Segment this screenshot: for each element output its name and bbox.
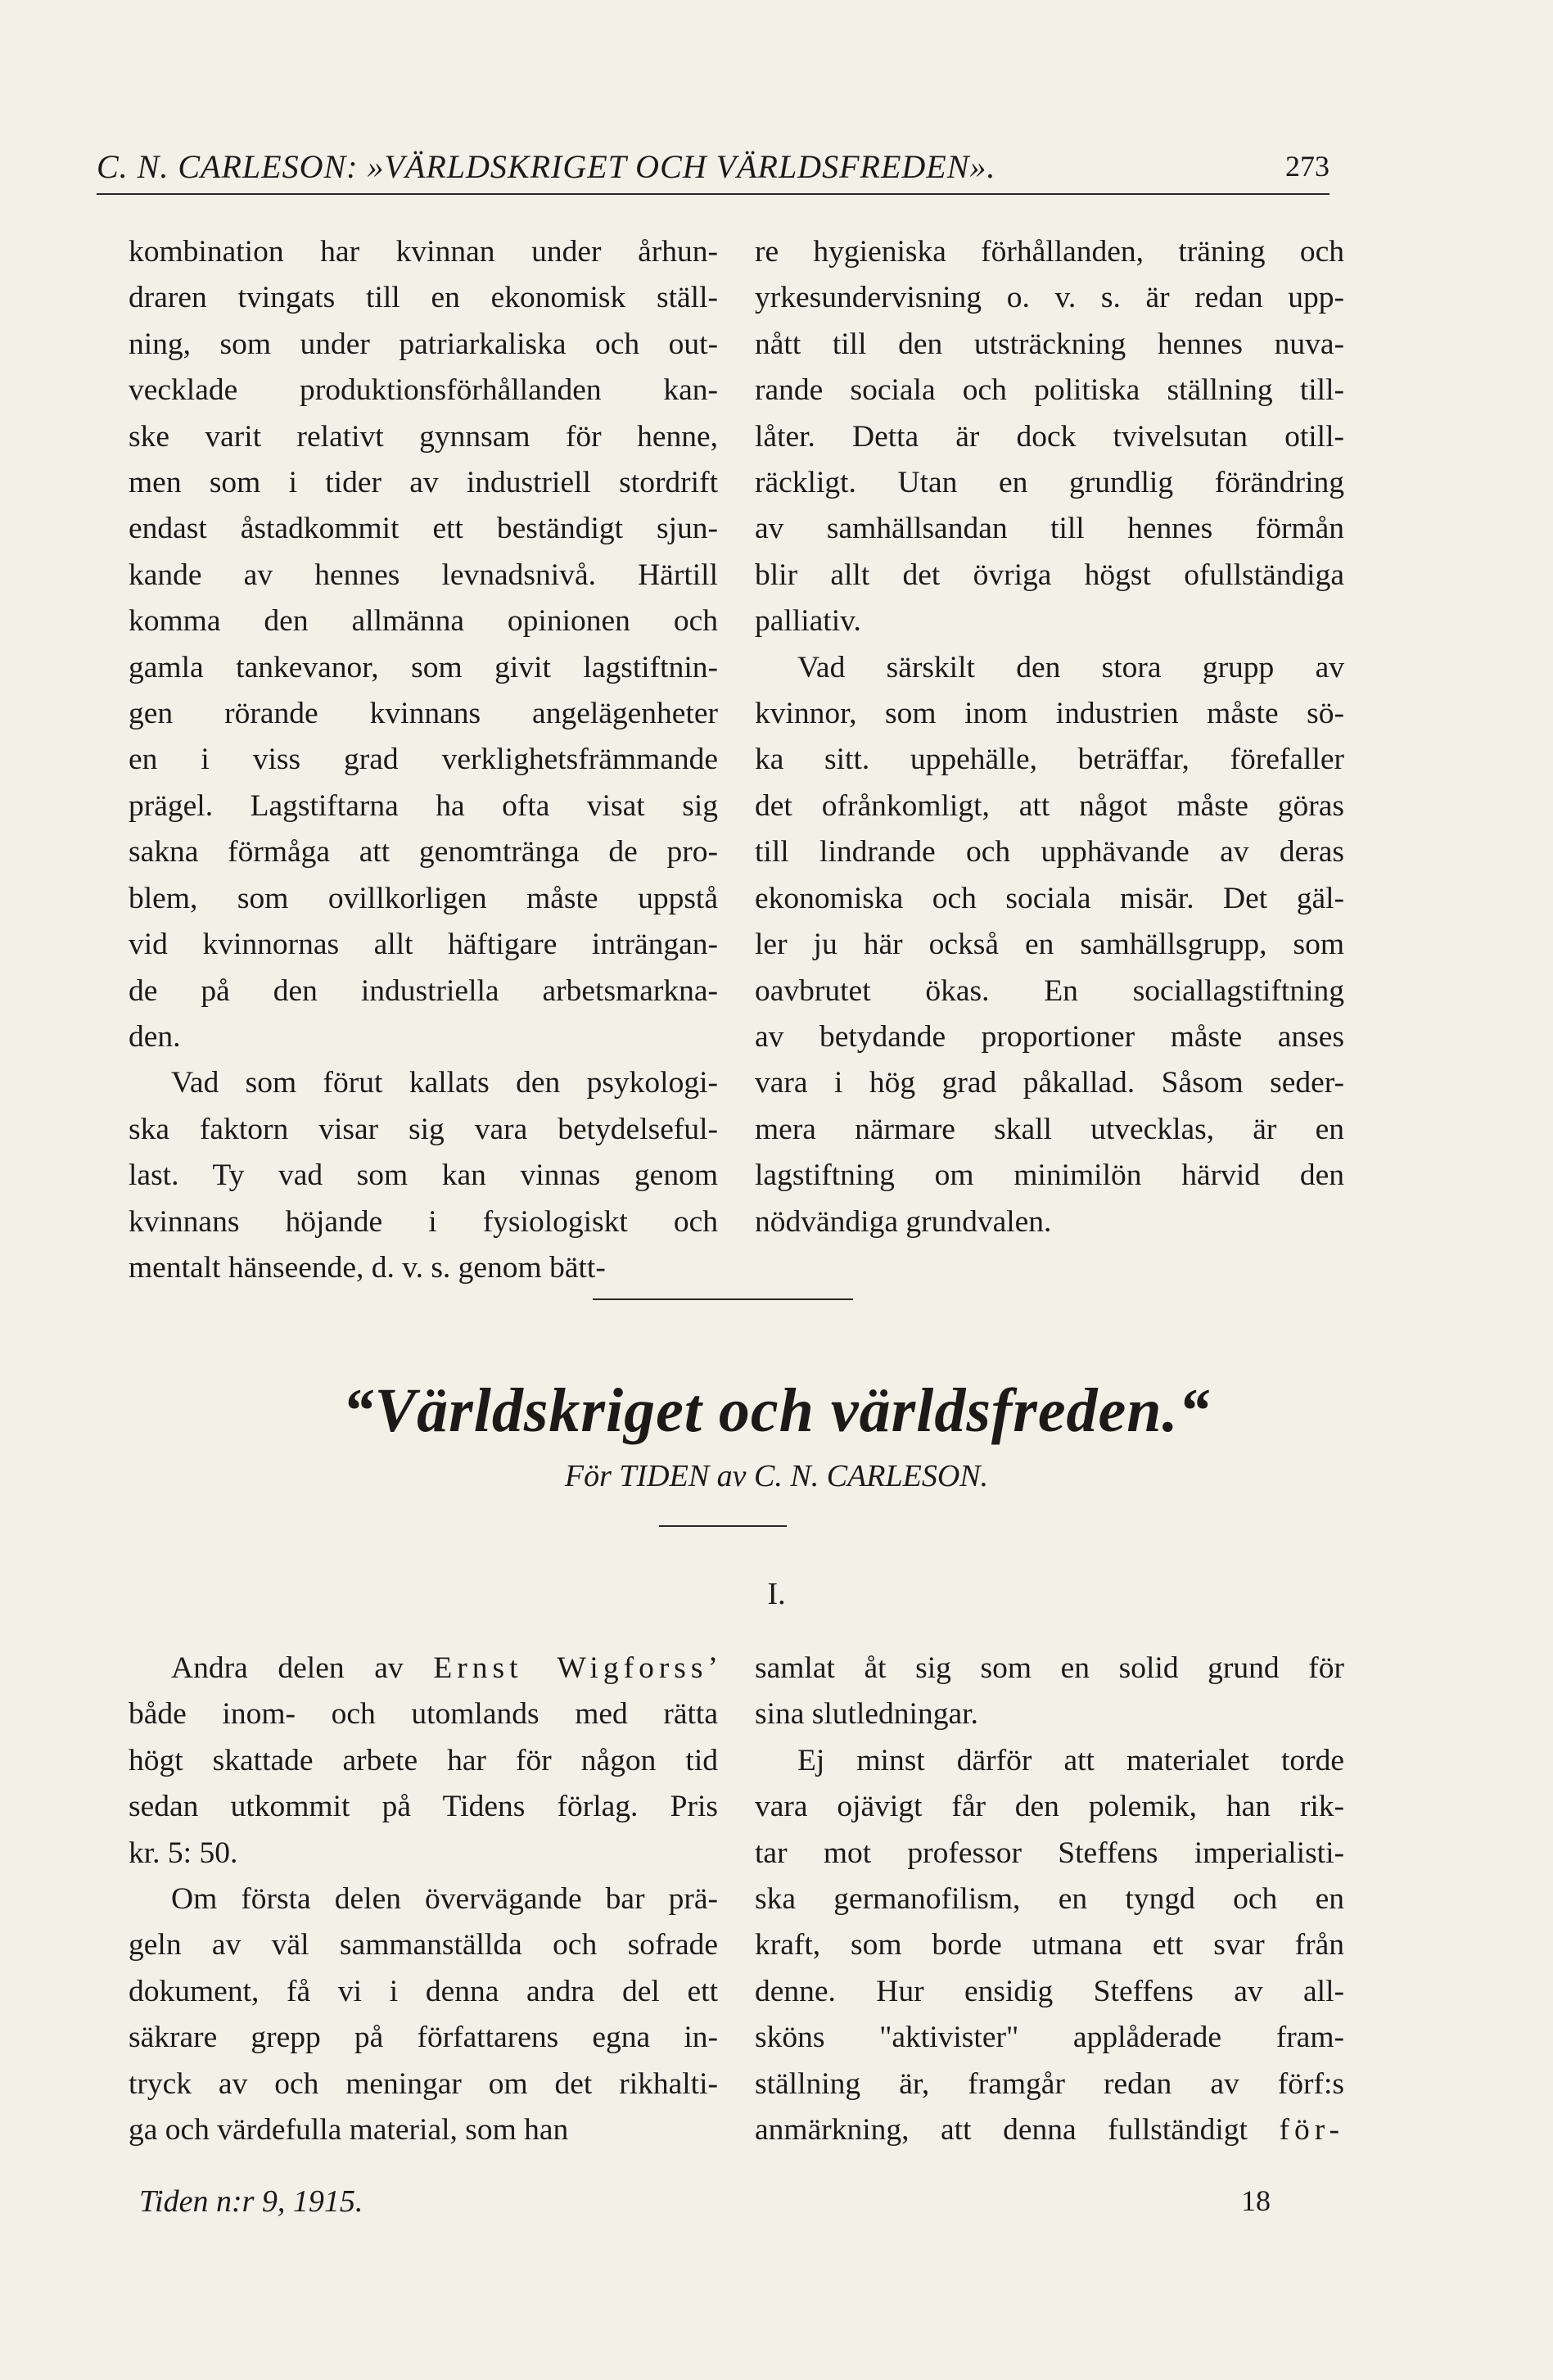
paragraph-line: ställning är, framgår redan av förf:s xyxy=(755,2066,1344,2101)
paragraph-line: geln av väl sammanställda och sofrade xyxy=(129,1928,718,1962)
paragraph-line: yrkesundervisning o. v. s. är redan upp- xyxy=(755,281,1344,315)
section-separator-rule xyxy=(593,1298,853,1300)
paragraph-line: blem, som ovillkorligen måste uppstå xyxy=(129,881,718,915)
paragraph-line: blir allt det övriga högst ofullständiga xyxy=(755,558,1344,592)
paragraph-line: re hygieniska förhållanden, träning och xyxy=(755,235,1344,269)
paragraph-line: till lindrande och upphävande av deras xyxy=(755,835,1344,869)
paragraph-line: palliativ. xyxy=(755,604,861,639)
paragraph-line: sköns "aktivister" applåderade fram- xyxy=(755,2021,1344,2055)
paragraph-line: Vad som förut kallats den psykologi- xyxy=(171,1066,718,1100)
paragraph-line: räckligt. Utan en grundlig förändring xyxy=(755,466,1344,500)
signature-mark: 18 xyxy=(1241,2184,1271,2217)
bottom-right-column xyxy=(755,1646,1344,2153)
paragraph-line: mentalt hänseende, d. v. s. genom bätt- xyxy=(129,1250,606,1285)
paragraph-line: nått till den utsträckning hennes nuva- xyxy=(755,327,1344,361)
paragraph-line: låter. Detta är dock tvivelsutan otill- xyxy=(755,419,1344,454)
paragraph-line: Om första delen övervägande bar prä- xyxy=(171,1882,718,1917)
paragraph-line: Ej minst därför att materialet torde xyxy=(797,1743,1344,1777)
paragraph-line: kvinnans höjande i fysiologiskt och xyxy=(129,1204,718,1239)
paragraph-line: högt skattade arbete har för någon tid xyxy=(129,1743,718,1777)
paragraph-line: ning, som under patriarkaliska och out- xyxy=(129,327,718,361)
emphasis-spaced-word: för- xyxy=(1279,2113,1344,2147)
author-name-spaced: Ernst Wigforss xyxy=(433,1651,708,1685)
paragraph-line: anmärkning, att denna fullständigt för- xyxy=(755,2113,1344,2147)
paragraph-line: denne. Hur ensidig Steffens av all- xyxy=(755,1974,1344,2008)
paragraph-line: ske varit relativt gynnsam för henne, xyxy=(129,419,718,454)
issue-footer: Tiden n:r 9, 1915. xyxy=(139,2184,363,2219)
paragraph-line: kande av hennes levnadsnivå. Härtill xyxy=(129,558,718,592)
paragraph-line: det ofrånkomligt, att något måste göras xyxy=(755,788,1344,823)
top-right-column xyxy=(755,229,1344,1245)
paragraph-line: lagstiftning om minimilön härvid den xyxy=(755,1158,1344,1193)
page-number: 273 xyxy=(1285,150,1330,183)
paragraph-line: draren tvingats till en ekonomisk ställ- xyxy=(129,281,718,315)
paragraph-line: de på den industriella arbetsmarkna- xyxy=(129,973,718,1008)
paragraph-line: tar mot professor Steffens imperialisti- xyxy=(755,1836,1344,1870)
paragraph-line: komma den allmänna opinionen och xyxy=(129,604,718,639)
paragraph-line: prägel. Lagstiftarna ha ofta visat sig xyxy=(129,788,718,823)
paragraph-line: tryck av och meningar om det rikhalti- xyxy=(129,2066,718,2101)
paragraph-line: kraft, som borde utmana ett svar från xyxy=(755,1928,1344,1962)
paragraph-line: Andra delen av Ernst Wigforss’ xyxy=(171,1651,718,1685)
paragraph-line: av betydande proportioner måste anses xyxy=(755,1019,1344,1054)
section-number: I. xyxy=(767,1577,786,1611)
paragraph-line: vara ojävigt får den polemik, han rik- xyxy=(755,1790,1344,1824)
paragraph-line: gen rörande kvinnans angelägenheter xyxy=(129,697,718,731)
running-header xyxy=(97,138,1330,195)
paragraph-line: ka sitt. uppehälle, beträffar, förefaller xyxy=(755,743,1344,777)
paragraph-line: last. Ty vad som kan vinnas genom xyxy=(129,1158,718,1193)
paragraph-line: kombination har kvinnan under århun- xyxy=(129,235,718,269)
paragraph-line: ska faktorn visar sig vara betydelseful- xyxy=(129,1112,718,1146)
paragraph-line: vid kvinnornas allt häftigare inträngan- xyxy=(129,928,718,962)
paragraph-line: ska germanofilism, en tyngd och en xyxy=(755,1882,1344,1917)
paragraph-line: gamla tankevanor, som givit lagstiftnin- xyxy=(129,650,718,684)
paragraph-line: nödvändiga grundvalen. xyxy=(755,1204,1052,1239)
article-byline: För TIDEN av C. N. CARLESON. xyxy=(564,1459,989,1493)
paragraph-line: Vad särskilt den stora grupp av xyxy=(797,650,1344,684)
paragraph-line: ga och värdefulla material, som han xyxy=(129,2113,569,2147)
paragraph-line: oavbrutet ökas. En sociallagstiftning xyxy=(755,973,1344,1008)
top-left-column xyxy=(129,229,718,1291)
paragraph-line: av samhällsandan till hennes förmån xyxy=(755,512,1344,546)
paragraph-line: säkrare grepp på författarens egna in- xyxy=(129,2021,718,2055)
paragraph-line: men som i tider av industriell stordrift xyxy=(129,466,718,500)
paragraph-line: vara i hög grad påkallad. Såsom seder- xyxy=(755,1066,1344,1100)
paragraph-line: rande sociala och politiska ställning till- xyxy=(755,373,1344,408)
bottom-right-lines xyxy=(755,1646,1344,2107)
paragraph-line: den. xyxy=(129,1019,181,1054)
paragraph-line: ekonomiska och sociala misär. Det gäl- xyxy=(755,881,1344,915)
paragraph-line: kvinnor, som inom industrien måste sö- xyxy=(755,697,1344,731)
paragraph-line: vecklade produktionsförhållanden kan- xyxy=(129,373,718,408)
paragraph-line: samlat åt sig som en solid grund för xyxy=(755,1651,1344,1685)
bottom-left-lines xyxy=(129,1691,718,2153)
paragraph-line: kr. 5: 50. xyxy=(129,1836,238,1870)
paragraph-line: endast åstadkommit ett beständigt sjun- xyxy=(129,512,718,546)
running-title: C. N. CARLESON: »VÄRLDSKRIGET OCH VÄRLDSFREDEN». xyxy=(97,148,996,185)
article-title: “Världskriget och världsfreden.“ xyxy=(342,1376,1211,1445)
title-separator-rule xyxy=(659,1525,787,1527)
paragraph-line: mera närmare skall utvecklas, är en xyxy=(755,1112,1344,1146)
paragraph-line: sedan utkommit på Tidens förlag. Pris xyxy=(129,1790,718,1824)
paragraph-line: dokument, få vi i denna andra del ett xyxy=(129,1974,718,2008)
paragraph-line: en i viss grad verklighetsfrämmande xyxy=(129,743,718,777)
paragraph-line: sakna förmåga att genomtränga de pro- xyxy=(129,835,718,869)
paragraph-line: både inom- och utomlands med rätta xyxy=(129,1697,718,1732)
bottom-left-column xyxy=(129,1646,718,2153)
paragraph-line: ler ju här också en samhällsgrupp, som xyxy=(755,928,1344,962)
paragraph-line: sina slutledningar. xyxy=(755,1697,978,1732)
